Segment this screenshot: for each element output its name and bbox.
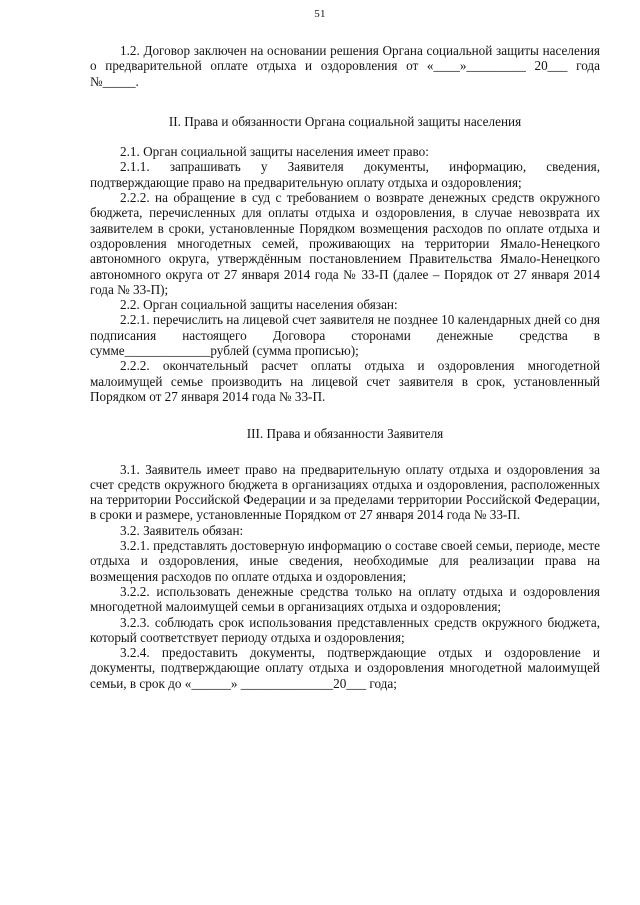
clause-2-2-1: 2.2.1. перечислить на лицевой счет заявителя не позднее 10 календарных дней со дня подписания настоящего Договора сторонами денежные средства в сумме_____________рублей (сумма прописью);	[90, 312, 600, 359]
section-2-heading: II. Права и обязанности Органа социальной защиты населения	[168, 113, 522, 129]
clause-1-2: 1.2. Договор заключен на основании решения Органа социальной защиты населения о предварительной оплате отдыха и оздоровления от «____»_________ 20___ года №_____.	[90, 43, 600, 89]
clause-3-1: 3.1. Заявитель имеет право на предварительную оплату отдыха и оздоровления за счет средств окружного бюджета в организациях отдыха и оздоровления, расположенных на территории Российской Федерации и за пределами территории Российской Федерации, в сроки и размере, установленные Порядком от 27 января 2014 года № 33-П.	[90, 461, 600, 523]
document-body	[90, 43, 600, 691]
clause-2-2-2-settlement: 2.2.2. окончательный расчет оплаты отдыха и оздоровления многодетной малоимущей семье производить на лицевой счет заявителя в срок, установленный Порядком от 27 января 2014 года № 33-П.	[90, 358, 600, 404]
clause-3-2-2: 3.2.2. использовать денежные средства только на оплату отдыха и оздоровления многодетной малоимущей семьи в организациях отдыха и оздоровления;	[90, 583, 600, 615]
clause-2-1: 2.1. Орган социальной защиты населения имеет право:	[120, 144, 429, 160]
clause-3-2: 3.2. Заявитель обязан:	[120, 522, 244, 538]
clause-3-2-3: 3.2.3. соблюдать срок использования представленных средств окружного бюджета, который соответствует периоду отдыха и оздоровления;	[90, 614, 600, 645]
clause-3-2-4: 3.2.4. предоставить документы, подтверждающие отдых и оздоровление и документы, подтверждающие оплату отдыха и оздоровления многодетной малоимущей семьи, в срок до «______» ______________20___ года;	[90, 645, 600, 691]
clause-2-1-1: 2.1.1. запрашивать у Заявителя документы, информацию, сведения, подтверждающие право на предварительную оплату отдыха и оздоровления;	[90, 159, 600, 190]
clause-2-2-2-court: 2.2.2. на обращение в суд с требованием о возврате денежных средств окружного бюджета, перечисленных для оплаты отдыха и оздоровления, в случае невозврата их заявителем в сроки, установленные Порядком возмещения расходов по оплате отдыха и оздоровления многодетных семей, проживающих на территории Ямало-Ненецкого автономного округа, утверждённым постановлением Правительства Ямало-Ненецкого автономного округа от 27 января 2014 года № 33-П (далее – Порядок от 27 января 2014 года № 33-П);	[90, 190, 600, 297]
page-number: 51	[314, 8, 326, 20]
clause-3-2-1: 3.2.1. представлять достоверную информацию о составе своей семьи, периоде, месте отдыха и оздоровления, иные сведения, необходимые для реализации права на возмещения расходов по оплате отдыха и оздоровления;	[90, 538, 600, 584]
clause-2-2: 2.2. Орган социальной защиты населения обязан:	[120, 297, 398, 313]
section-3-heading: III. Права и обязанности Заявителя	[246, 426, 444, 442]
